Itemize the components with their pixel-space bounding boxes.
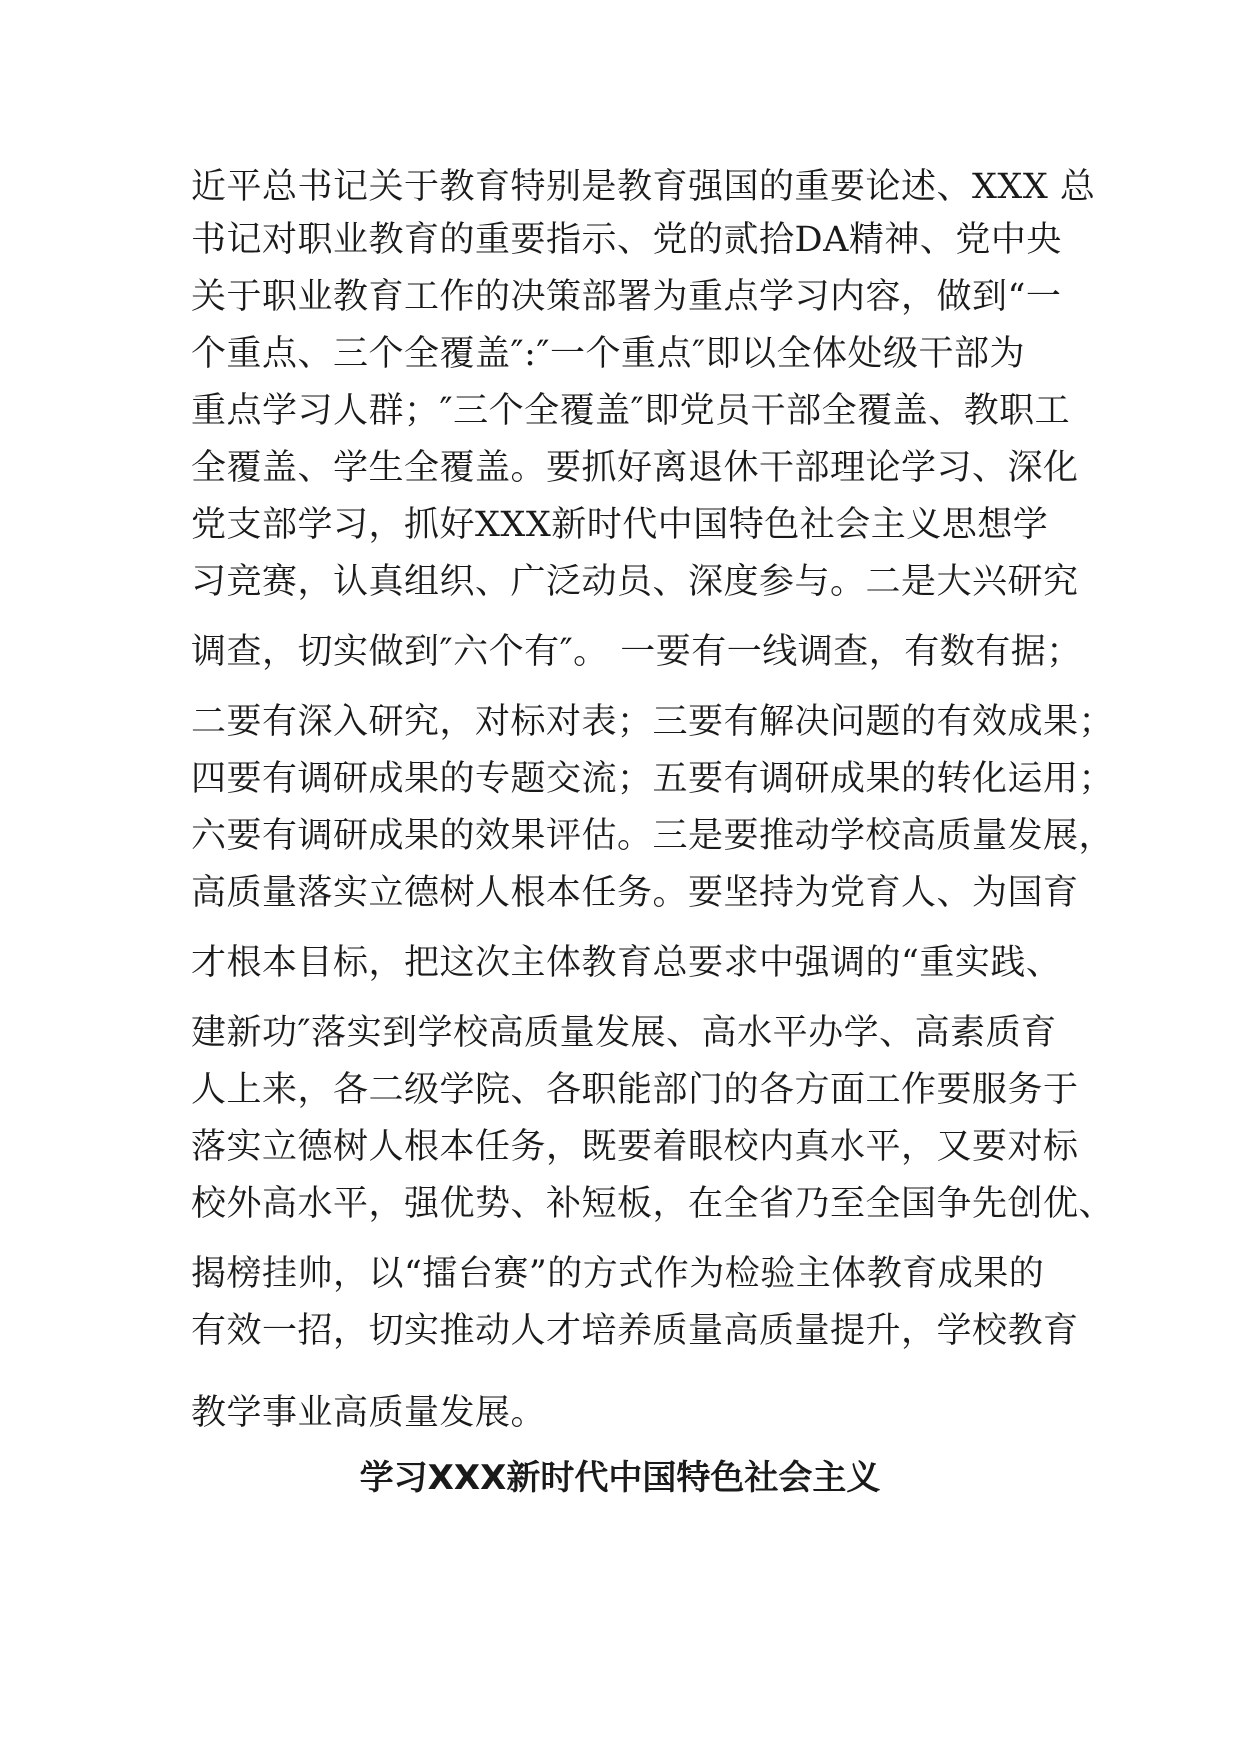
paragraph-line: 高质量落实立德树人根本任务。要坚持为党育人、为国育 — [191, 873, 1079, 913]
paragraph-line: 落实立德树人根本任务，既要着眼校内真水平，又要对标 — [191, 1127, 1079, 1167]
paragraph-line: 调查，切实做到″六个有″。 一要有一线调查，有数有据； — [191, 632, 1082, 672]
paragraph-line: 关于职业教育工作的决策部署为重点学习内容，做到“一 — [191, 277, 1062, 317]
paragraph-line: 六要有调研成果的效果评估。三是要推动学校高质量发展， — [191, 816, 1115, 856]
paragraph-line: 才根本目标，把这次主体教育总要求中强调的“重实践、 — [191, 943, 1062, 983]
paragraph-line: 建新功″落实到学校高质量发展、高水平办学、高素质育 — [191, 1013, 1057, 1053]
paragraph-line: 有效一招，切实推动人才培养质量高质量提升，学校教育 — [191, 1311, 1079, 1351]
paragraph-line: 校外高水平，强优势、补短板，在全省乃至全国争先创优、 — [191, 1184, 1115, 1224]
paragraph-line: 党支部学习，抓好XXX新时代中国特色社会主义思想学 — [191, 505, 1049, 545]
paragraph-line: 教学事业高质量发展。 — [191, 1393, 547, 1433]
paragraph-line: 书记对职业教育的重要指示、党的贰拾DA精神、党中央 — [191, 220, 1062, 260]
paragraph-line: 二要有深入研究，对标对表；三要有解决问题的有效成果； — [191, 702, 1115, 742]
paragraph-line: 全覆盖、学生全覆盖。要抓好离退休干部理论学习、深化 — [191, 448, 1079, 488]
paragraph-line: 习竞赛，认真组织、广泛动员、深度参与。二是大兴研究 — [191, 562, 1079, 602]
paragraph-line: 个重点、三个全覆盖″:″一个重点″即以全体处级干部为 — [191, 334, 1026, 374]
section-heading: 学习XXX新时代中国特色社会主义 — [359, 1458, 881, 1498]
paragraph-line: 重点学习人群；″三个全覆盖″即党员干部全覆盖、教职工 — [191, 391, 1071, 431]
paragraph-line: 人上来，各二级学院、各职能部门的各方面工作要服务于 — [191, 1070, 1079, 1110]
paragraph-line: 四要有调研成果的专题交流；五要有调研成果的转化运用； — [191, 759, 1115, 799]
paragraph-line: 揭榜挂帅，以“擂台赛”的方式作为检验主体教育成果的 — [191, 1254, 1045, 1294]
paragraph-line: 近平总书记关于教育特别是教育强国的重要论述、XXX 总 — [191, 167, 1096, 207]
